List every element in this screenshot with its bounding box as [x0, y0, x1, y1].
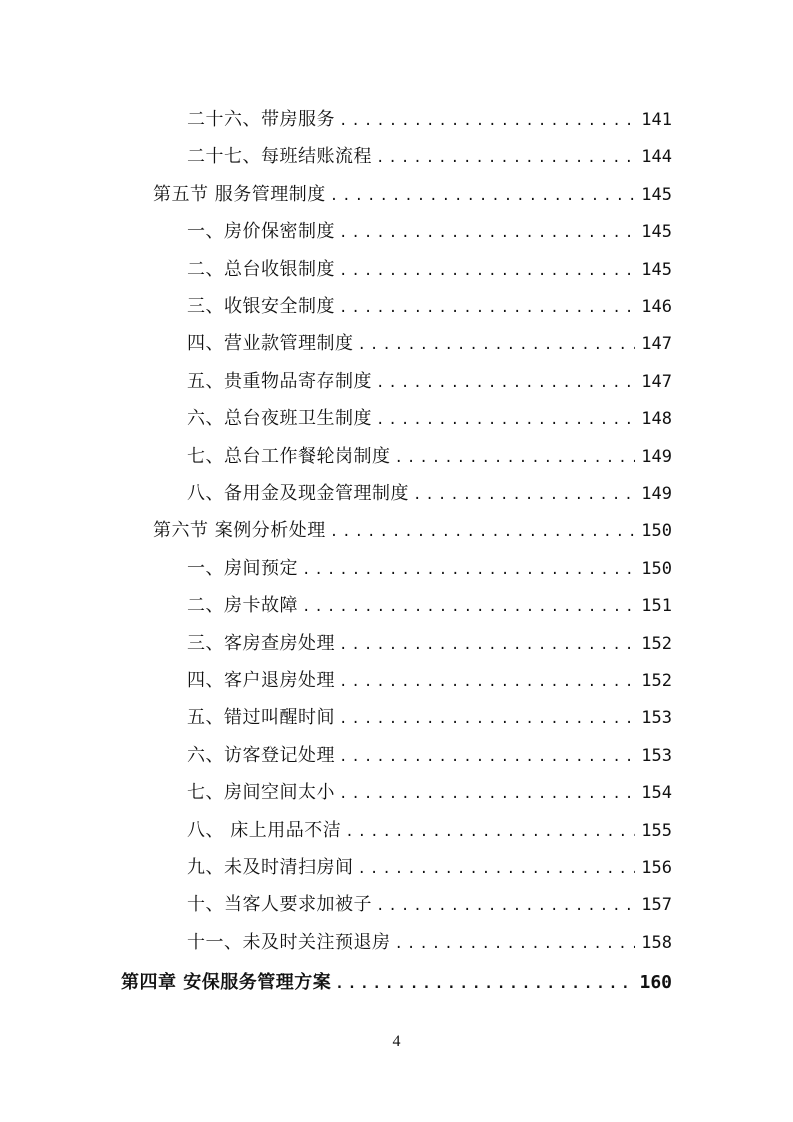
dot-leader: [413, 482, 635, 508]
dot-leader: [339, 258, 635, 284]
toc-entry-page-number: 152: [641, 633, 672, 654]
toc-entry-page-number: 149: [641, 484, 672, 504]
toc-item-entry[interactable]: [187, 930, 672, 956]
toc-entry-page-number: 145: [641, 222, 672, 243]
dot-leader: [330, 183, 636, 209]
toc-entry-label: 三、收银安全制度: [187, 296, 335, 317]
toc-entry-page-number: 155: [641, 820, 672, 841]
toc-item-entry[interactable]: [187, 144, 672, 170]
toc-entry-label: 十、当客人要求加被子: [187, 894, 372, 916]
toc-item-entry[interactable]: [187, 855, 672, 881]
toc-entry-label: 第五节 服务管理制度: [153, 183, 326, 205]
toc-item-entry[interactable]: [187, 743, 672, 769]
dot-leader: [358, 856, 636, 882]
dot-leader: [302, 594, 635, 620]
toc-entry-label: 二、总台收银制度: [187, 258, 335, 280]
toc-entry-page-number: 147: [641, 334, 672, 355]
toc-item-entry[interactable]: [187, 294, 672, 320]
toc-entry-label: 四、营业款管理制度: [187, 333, 354, 355]
page-number: 4: [392, 1033, 401, 1050]
dot-leader: [358, 332, 636, 358]
toc-entry-page-number: 160: [639, 972, 672, 994]
toc-entry-page-number: 156: [641, 858, 672, 878]
toc-entry-label: 第六节 案例分析处理: [153, 520, 326, 542]
toc-entry-label: 七、房间空间太小: [187, 782, 335, 804]
dot-leader: [339, 706, 635, 732]
toc-item-entry[interactable]: [187, 593, 672, 619]
toc-section-entry[interactable]: [153, 518, 672, 544]
toc-entry-label: 六、总台夜班卫生制度: [187, 408, 372, 430]
dot-leader: [302, 557, 635, 583]
dot-leader: [339, 295, 635, 321]
toc-entry-label: 六、访客登记处理: [187, 744, 335, 766]
toc-entry-page-number: 148: [641, 409, 672, 430]
toc-entry-label: 五、错过叫醒时间: [187, 707, 335, 729]
toc-entry-label: 九、未及时清扫房间: [187, 857, 354, 878]
toc-entry-page-number: 152: [641, 671, 672, 691]
toc-item-entry[interactable]: [187, 219, 672, 245]
toc-item-entry[interactable]: [187, 406, 672, 432]
toc-chapter-entry[interactable]: [121, 970, 672, 996]
toc-item-entry[interactable]: [187, 780, 672, 806]
toc-entry-page-number: 151: [641, 596, 672, 617]
toc-entry-label: 八、 床上用品不洁: [187, 819, 342, 841]
toc-item-entry[interactable]: [187, 369, 672, 395]
toc-item-entry[interactable]: [187, 257, 672, 283]
toc-entry-page-number: 147: [641, 371, 672, 392]
dot-leader: [345, 819, 635, 845]
toc-section-entry[interactable]: [153, 182, 672, 208]
toc-entry-page-number: 153: [641, 745, 672, 766]
toc-item-entry[interactable]: [187, 668, 672, 694]
toc-item-entry[interactable]: [187, 818, 672, 844]
toc-entry-page-number: 150: [641, 558, 672, 579]
dot-leader: [376, 407, 635, 433]
toc-entry-label: 三、客房查房处理: [187, 632, 335, 654]
toc-entry-label: 十一、未及时关注预退房: [187, 931, 391, 953]
toc-entry-page-number: 145: [641, 259, 672, 280]
toc-entry-page-number: 154: [641, 783, 672, 804]
toc-item-entry[interactable]: [187, 705, 672, 731]
toc-entry-page-number: 146: [641, 297, 672, 317]
dot-leader: [339, 744, 635, 770]
toc-item-entry[interactable]: [187, 107, 672, 133]
toc-entry-label: 一、房间预定: [187, 557, 298, 579]
toc-entry-label: 四、客户退房处理: [187, 670, 335, 691]
dot-leader: [376, 145, 635, 171]
dot-leader: [376, 370, 635, 396]
toc-entry-page-number: 144: [641, 147, 672, 168]
toc-item-entry[interactable]: [187, 892, 672, 918]
toc-entry-page-number: 153: [641, 708, 672, 729]
toc-entry-label: 七、总台工作餐轮岗制度: [187, 445, 391, 467]
toc-entry-page-number: 158: [641, 932, 672, 953]
dot-leader: [339, 108, 635, 134]
toc-entry-page-number: 149: [641, 446, 672, 467]
toc-item-entry[interactable]: [187, 444, 672, 470]
toc-entry-label: 二、房卡故障: [187, 595, 298, 617]
toc-entry-label: 八、备用金及现金管理制度: [187, 483, 409, 504]
dot-leader: [395, 931, 636, 957]
toc-entry-page-number: 157: [641, 895, 672, 916]
toc-entry-label: 二十七、每班结账流程: [187, 146, 372, 168]
dot-leader: [330, 519, 636, 545]
toc-item-entry[interactable]: [187, 556, 672, 582]
toc-item-entry[interactable]: [187, 481, 672, 507]
toc-item-entry[interactable]: [187, 331, 672, 357]
dot-leader: [339, 669, 635, 695]
toc-entry-label: 第四章 安保服务管理方案: [121, 972, 332, 994]
toc-entry-page-number: 141: [641, 110, 672, 130]
dot-leader: [339, 220, 635, 246]
dot-leader: [339, 781, 635, 807]
toc-entry-page-number: 145: [641, 184, 672, 205]
dot-leader: [335, 971, 633, 997]
dot-leader: [339, 632, 635, 658]
toc-entry-label: 一、房价保密制度: [187, 221, 335, 243]
dot-leader: [395, 445, 636, 471]
toc-entry-label: 二十六、带房服务: [187, 109, 335, 130]
toc-entry-page-number: 150: [641, 521, 672, 542]
toc-entry-label: 五、贵重物品寄存制度: [187, 370, 372, 392]
dot-leader: [376, 893, 635, 919]
toc-item-entry[interactable]: [187, 631, 672, 657]
